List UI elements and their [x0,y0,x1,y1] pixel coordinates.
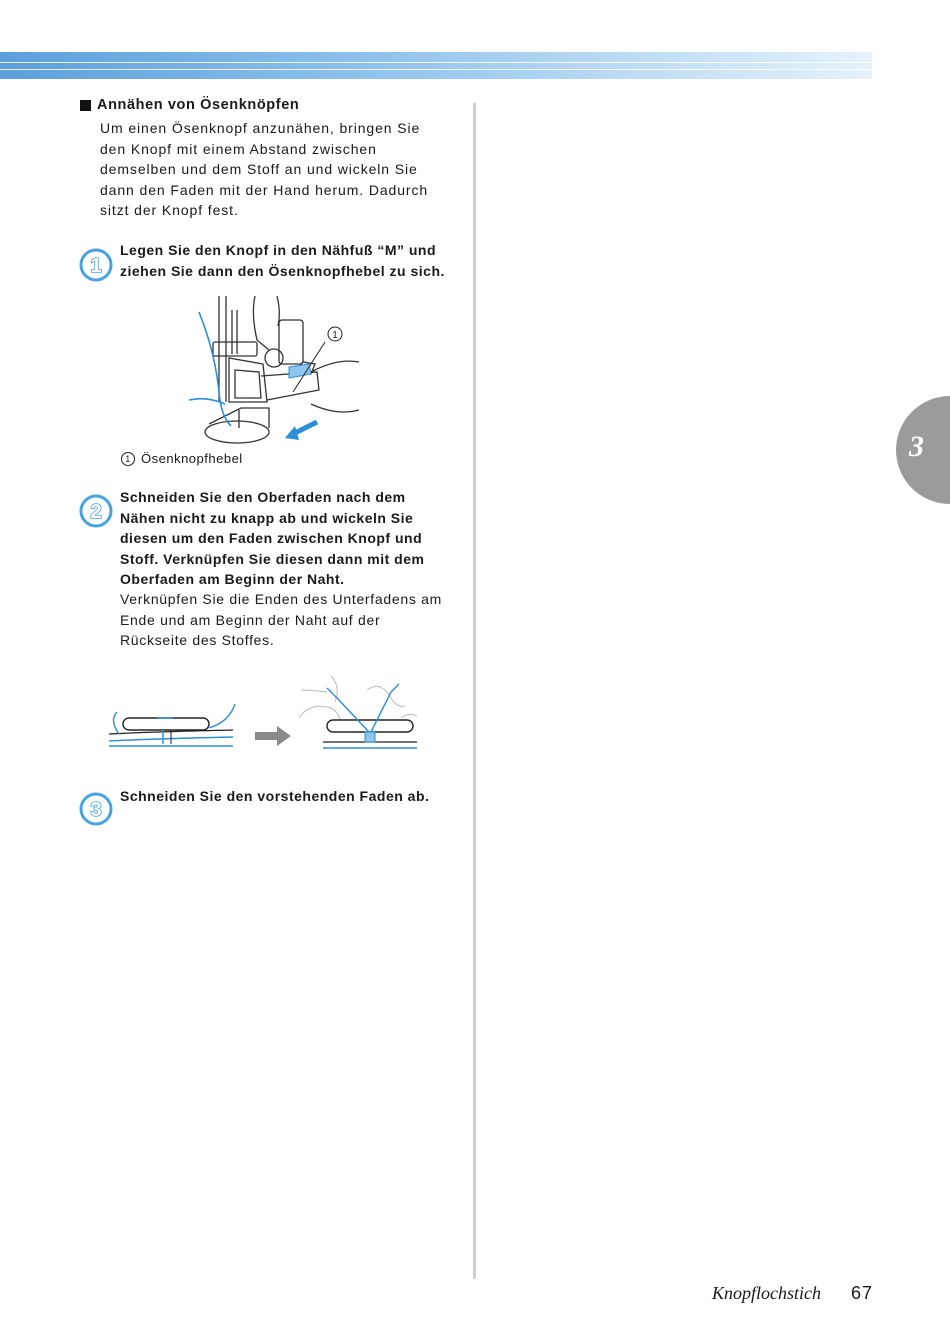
step-1-title-line: Legen Sie den Knopf in den Nähfuß “M” und [120,242,437,258]
intro-line: den Knopf mit einem Abstand zwischen [100,140,377,157]
presser-foot-illustration [185,292,365,447]
intro-paragraph [100,118,460,221]
intro-line: sitzt der Knopf fest. [100,202,239,218]
intro-line: Um einen Ösenknopf anzunähen, bringen Sie [100,120,421,136]
section-heading [80,97,299,113]
footer-chapter-title: Knopflochstich [712,1283,821,1303]
section-heading-text: Annähen von Ösenknöpfen [97,97,300,113]
pull-arrow-head [285,426,299,440]
caption-text: Ösenknopfhebel [141,451,243,466]
step-2-body-line: Verknüpfen Sie die Enden des Unterfadens am [120,591,442,607]
column-divider [473,103,476,1279]
figure-1-caption [121,451,243,466]
before-wrapping [109,704,235,746]
step-3-number-badge [79,792,113,826]
callout-marker-text: 1 [332,330,338,341]
step-3-title-line: Schneiden Sie den vorstehenden Faden ab. [120,788,430,804]
thread-wrapping-illustration [105,662,425,754]
step-3-title [120,786,465,807]
step-1-title-line: ziehen Sie dann den Ösenknopfhebel zu sich. [120,262,445,279]
arrow-icon [255,726,291,746]
step-2-title-line: Stoff. Verknüpfen Sie diesen dann mit dem [120,550,425,567]
lever-highlight [289,364,311,378]
step-1-number: 1 [90,255,102,277]
step-2-number-badge [79,494,113,528]
step-2-title-line: Nähen nicht zu knapp ab und wickeln Sie [120,509,414,526]
step-1-title [120,240,465,281]
intro-line: demselben und dem Stoff an und wickeln Sie [100,161,418,177]
page-number: 67 [851,1283,874,1303]
step-2-number: 2 [90,501,102,523]
step-1-number-badge [79,248,113,282]
step-2-body-line: Rückseite des Stoffes. [120,632,275,648]
step-2-title-line: Schneiden Sie den Oberfaden nach dem [120,489,406,505]
step-2-title-line: diesen um den Faden zwischen Knopf und [120,530,423,546]
intro-line: dann den Faden mit der Hand herum. Dadurch [100,181,429,198]
square-bullet-icon [80,100,91,111]
step-2-body-line: Ende und am Beginn der Naht auf der [120,611,381,628]
thread-lines [189,312,231,426]
presser-foot-drawing [205,296,359,443]
step-3-number: 3 [90,799,102,821]
step-2-title [120,487,465,590]
chapter-number: 3 [909,430,924,463]
step-2-title-line: Oberfaden am Beginn der Naht. [120,571,345,587]
after-wrapping [299,676,417,748]
caption-marker: 1 [121,452,135,466]
header-band [0,52,872,79]
step-2-body [120,589,465,651]
